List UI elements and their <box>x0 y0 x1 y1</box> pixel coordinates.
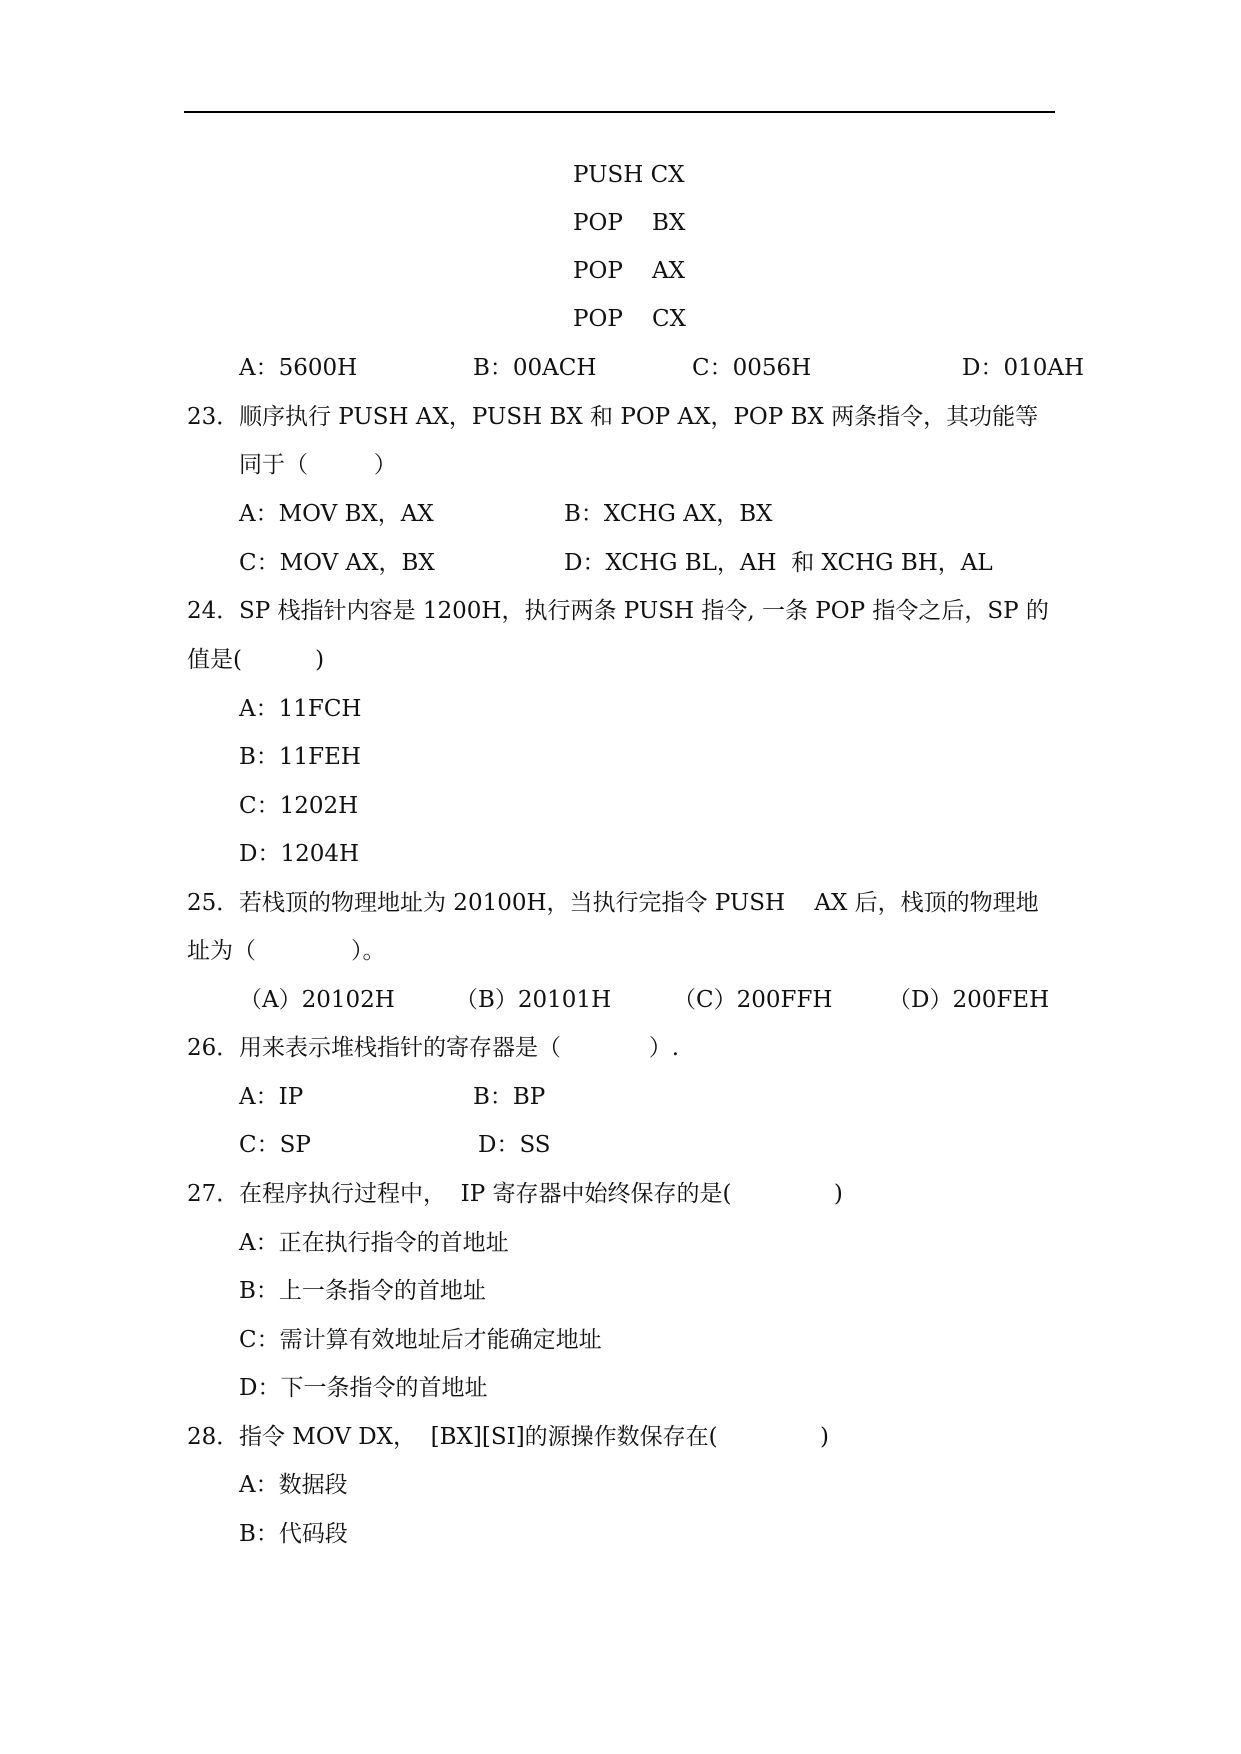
question-number: 27． <box>187 1181 240 1207</box>
option-a: （A）20102H <box>239 987 395 1013</box>
option-b: B：00ACH <box>473 355 597 381</box>
option-c: C：0056H <box>692 355 812 381</box>
option-c: C：SP <box>239 1132 311 1158</box>
option-b: B：代码段 <box>239 1521 348 1547</box>
option-a: A：数据段 <box>239 1472 348 1498</box>
option-c: （C）200FFH <box>673 987 833 1013</box>
code-line: POP BX <box>573 210 686 236</box>
option-d: （D）200FEH <box>888 987 1050 1013</box>
code-line: PUSH CX <box>573 162 685 188</box>
question-number: 23． <box>187 404 240 430</box>
option-c: C：MOV AX，BX <box>239 550 435 576</box>
option-d: D：1204H <box>239 841 360 867</box>
option-a: A：11FCH <box>239 696 362 722</box>
question-text: 值是( ) <box>187 647 325 673</box>
option-c: C：1202H <box>239 793 359 819</box>
option-b: B：BP <box>473 1084 546 1110</box>
question-text: 指令 MOV DX， [BX][SI]的源操作数保存在( ) <box>239 1424 829 1450</box>
option-a: A：MOV BX，AX <box>239 501 434 527</box>
option-a: A：IP <box>239 1084 304 1110</box>
question-number: 24． <box>187 598 240 624</box>
question-number: 26． <box>187 1035 240 1061</box>
option-a: A：5600H <box>239 355 358 381</box>
option-b: （B）20101H <box>455 987 612 1013</box>
option-d: D：010AH <box>962 355 1085 381</box>
option-a: A：正在执行指令的首地址 <box>239 1230 509 1256</box>
question-text: 在程序执行过程中， IP 寄存器中始终保存的是( ) <box>239 1181 843 1207</box>
question-text: 若栈顶的物理地址为 20100H，当执行完指令 PUSH AX 后，栈顶的物理地 <box>239 890 1039 916</box>
header-rule <box>184 111 1055 113</box>
question-text: 址为（ ）。 <box>187 938 386 964</box>
question-text: 同于（ ） <box>239 452 397 478</box>
question-text: 顺序执行 PUSH AX，PUSH BX 和 POP AX，POP BX 两条指令，其功能等 <box>239 404 1039 430</box>
option-d: D：XCHG BL，AH 和 XCHG BH，AL <box>564 550 993 576</box>
code-line: POP CX <box>573 306 687 332</box>
option-b: B：11FEH <box>239 744 361 770</box>
option-b: B：上一条指令的首地址 <box>239 1278 486 1304</box>
option-c: C：需计算有效地址后才能确定地址 <box>239 1327 602 1353</box>
question-text: SP 栈指针内容是 1200H，执行两条 PUSH 指令, 一条 POP 指令之后，SP 的 <box>239 598 1049 624</box>
question-text: 用来表示堆栈指针的寄存器是（ ）. <box>239 1035 680 1061</box>
code-line: POP AX <box>573 258 686 284</box>
option-d: D：下一条指令的首地址 <box>239 1375 488 1401</box>
question-number: 25． <box>187 890 240 916</box>
option-d: D：SS <box>478 1132 551 1158</box>
option-b: B：XCHG AX，BX <box>564 501 773 527</box>
question-number: 28． <box>187 1424 240 1450</box>
